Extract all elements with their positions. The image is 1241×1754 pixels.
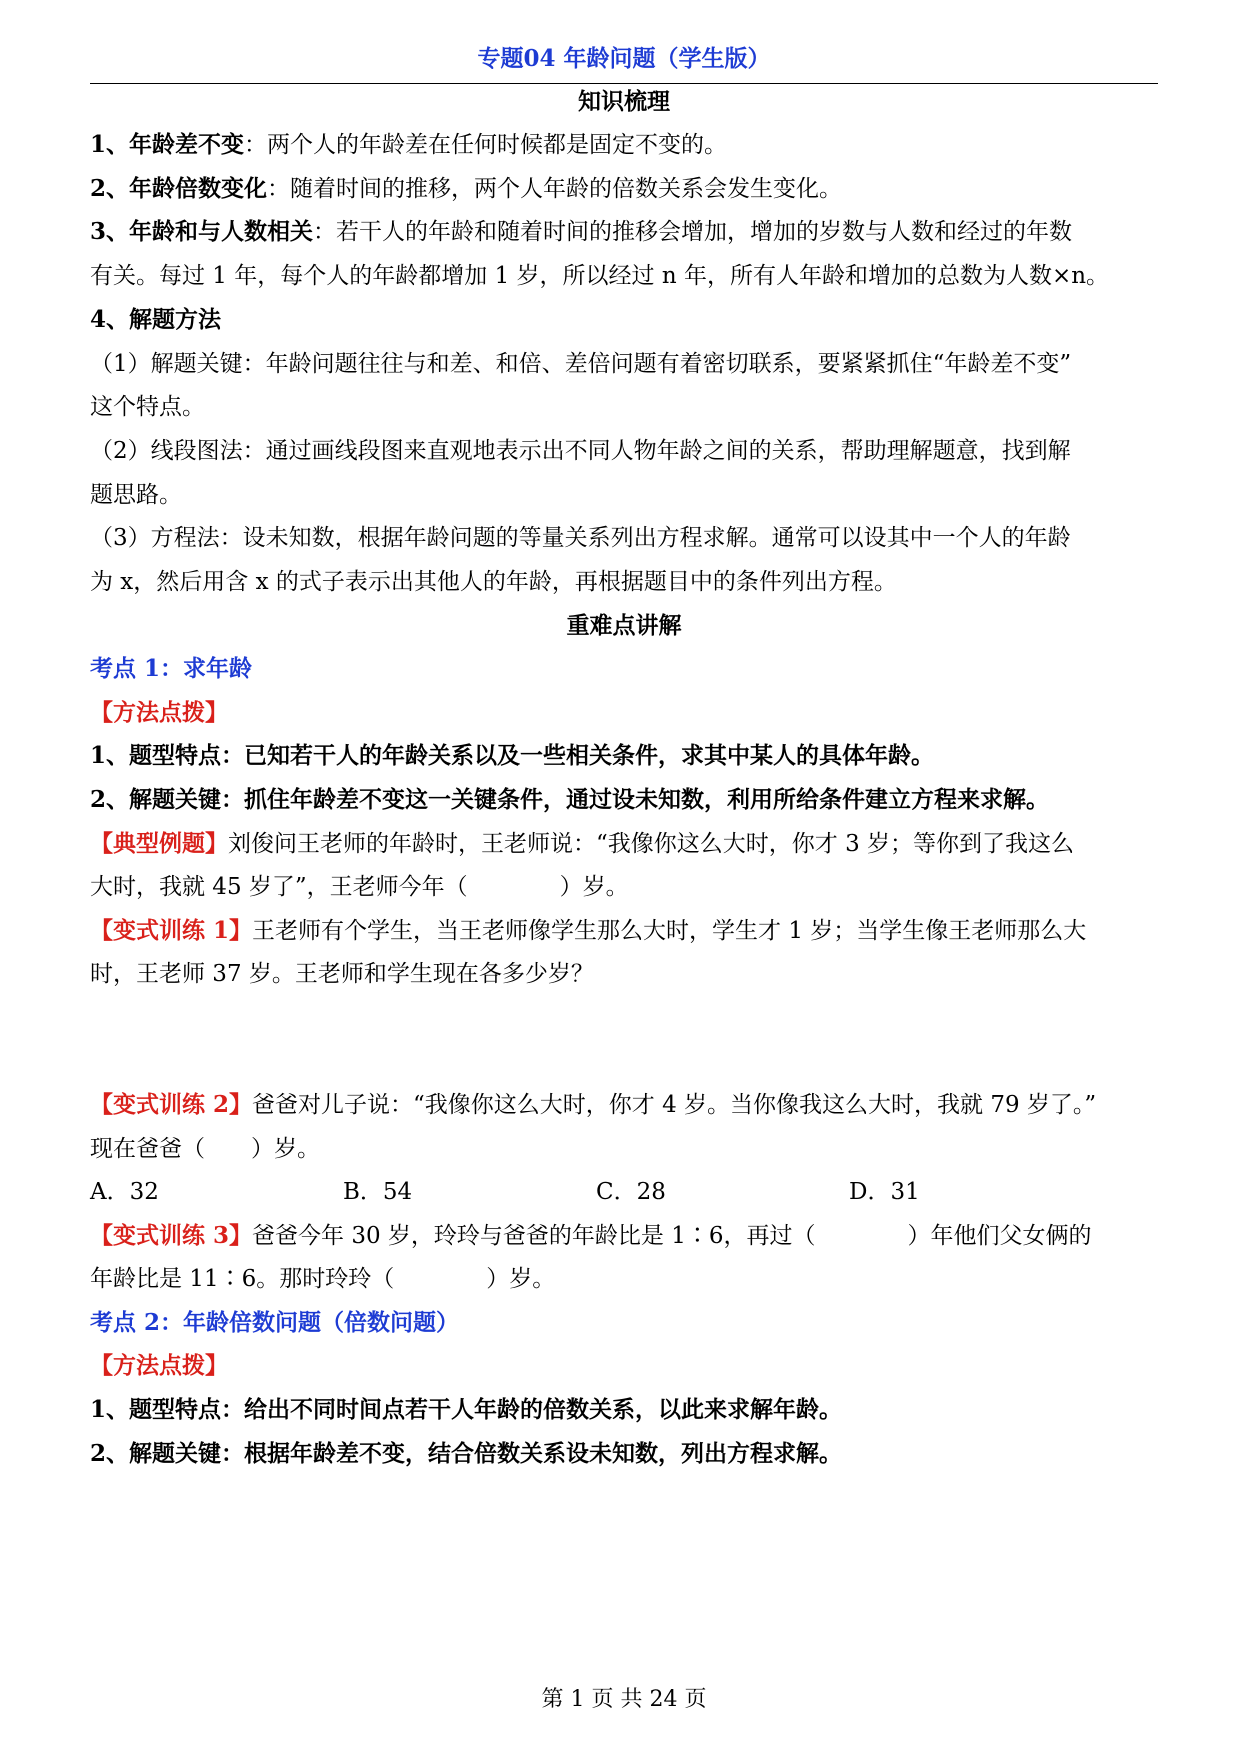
key-point-1-feature-1: 1、题型特点：已知若干人的年龄关系以及一些相关条件，求其中某人的具体年龄。: [90, 742, 935, 769]
method-1-line-1: （1）解题关键：年龄问题往往与和差、和倍、差倍问题有着密切联系，要紧紧抓住“年龄差不变”: [90, 351, 1072, 377]
variant-3-line-2: 年龄比是 11∶6。那时玲玲（ ）岁。: [90, 1266, 556, 1292]
variant-1-tag: 【变式训练 1】: [90, 917, 253, 944]
variant-3-line-1: [90, 1221, 1158, 1251]
variant-2-tag: 【变式训练 2】: [90, 1091, 253, 1118]
example-problem-line-2: 大时，我就 45 岁了”，王老师今年（ ）岁。: [90, 874, 629, 900]
option-b: B．54: [343, 1179, 413, 1205]
key-point-2-feature-1: 1、题型特点：给出不同时间点若干人年龄的倍数关系，以此来求解年龄。: [90, 1396, 843, 1423]
method-2-line-2: 题思路。: [90, 482, 182, 508]
variant-2-text: 爸爸对儿子说：“我像你这么大时，你才 4 岁。当你像我这么大时，我就 79 岁了。”: [252, 1092, 1097, 1118]
method-3-line-2: 为 x，然后用含 x 的式子表示出其他人的年龄，再根据题目中的条件列出方程。: [90, 569, 897, 595]
knowledge-point-3-cont: 有关。每过 1 年，每个人的年龄都增加 1 岁，所以经过 n 年，所有人年龄和增加的总数为人数×n。: [90, 263, 1110, 289]
example-tag: 【典型例题】: [90, 830, 228, 857]
key-point-1-feature-2: 2、解题关键：抓住年龄差不变这一关键条件，通过设未知数，利用所给条件建立方程来求解。: [90, 786, 1050, 813]
page-header-title: 专题04 年龄问题（学生版）: [477, 45, 771, 72]
option-a: A．32: [90, 1179, 159, 1205]
variant-1-line-2: 时，王老师 37 岁。王老师和学生现在各多少岁？: [90, 961, 594, 987]
section-heading-knowledge: 知识梳理: [578, 88, 670, 115]
example-text: 刘俊问王老师的年龄时，王老师说：“我像你这么大时，你才 3 岁；等你到了我这么: [228, 831, 1075, 857]
knowledge-point-2-label: 2、年龄倍数变化: [90, 175, 268, 202]
key-point-2-title: 考点 2：年龄倍数问题（倍数问题）: [90, 1309, 460, 1336]
key-point-1-method-tag: 【方法点拨】: [90, 699, 228, 726]
method-1-line-2: 这个特点。: [90, 394, 205, 420]
variant-1-text: 王老师有个学生，当王老师像学生那么大时，学生才 1 岁；当学生像王老师那么大: [252, 918, 1087, 944]
header-divider: [90, 83, 1158, 84]
option-d: D．31: [849, 1179, 920, 1205]
option-c: C．28: [596, 1179, 666, 1205]
knowledge-point-4-label: 4、解题方法: [90, 306, 222, 333]
knowledge-point-1-label: 1、年龄差不变: [90, 131, 245, 158]
knowledge-point-3-text: ：若干人的年龄和随着时间的推移会增加，增加的岁数与人数和经过的年数: [313, 219, 1073, 245]
example-problem-line-1: [90, 829, 1158, 859]
knowledge-point-3-label: 3、年龄和与人数相关: [90, 218, 314, 245]
knowledge-point-2: [90, 174, 1158, 204]
variant-2-line-2: 现在爸爸（ ）岁。: [90, 1136, 320, 1162]
variant-3-tag: 【变式训练 3】: [90, 1222, 253, 1249]
key-point-1-title: 考点 1：求年龄: [90, 655, 253, 682]
variant-2-line-1: [90, 1090, 1158, 1120]
variant-3-text: 爸爸今年 30 岁，玲玲与爸爸的年龄比是 1∶6，再过（ ）年他们父女俩的: [252, 1223, 1092, 1249]
knowledge-point-3: [90, 217, 1158, 247]
method-3-line-1: （3）方程法：设未知数，根据年龄问题的等量关系列出方程求解。通常可以设其中一个人的年龄: [90, 525, 1071, 551]
knowledge-point-2-text: ：随着时间的推移，两个人年龄的倍数关系会发生变化。: [267, 176, 843, 202]
section-heading-keypoints: 重难点讲解: [566, 612, 682, 639]
knowledge-point-1-text: ：两个人的年龄差在任何时候都是固定不变的。: [244, 132, 728, 158]
key-point-2-feature-2: 2、解题关键：根据年龄差不变，结合倍数关系设未知数，列出方程求解。: [90, 1440, 843, 1467]
key-point-2-method-tag: 【方法点拨】: [90, 1352, 228, 1379]
variant-1-line-1: [90, 916, 1158, 946]
method-2-line-1: （2）线段图法：通过画线段图来直观地表示出不同人物年龄之间的关系，帮助理解题意，找到解: [90, 438, 1071, 464]
page-footer: 第 1 页 共 24 页: [541, 1687, 707, 1712]
knowledge-point-1: [90, 130, 1158, 160]
